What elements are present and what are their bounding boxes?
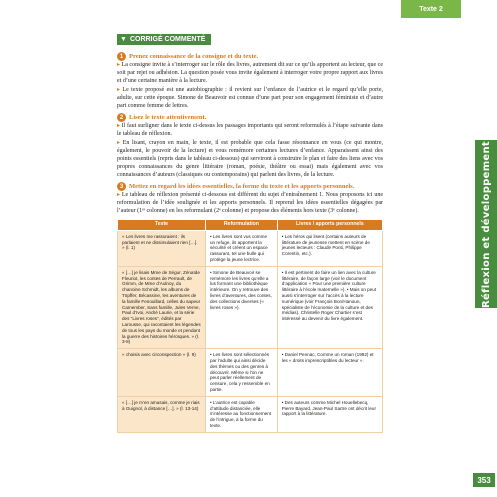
section-band bbox=[475, 140, 497, 308]
corrige-label: CORRIGÉ COMMENTÉ bbox=[129, 36, 206, 43]
table-row bbox=[118, 266, 383, 348]
paragraph: ▸ La consigne invite à s’interroger sur le rôle des livres, autrement dit sur ce qu’ils apportent au lecteur, que ce soit par rejet ou adhésion. La question posée vous invite également à interroger votre propre rapport aux livres et d’une certaine manière à la lecture. bbox=[117, 62, 383, 84]
step-3 bbox=[117, 182, 383, 215]
step-title-text: Lisez le texte attentivement. bbox=[129, 114, 207, 121]
column-header: Livres / apports personnels bbox=[277, 220, 382, 231]
table-header-row bbox=[118, 220, 383, 231]
paragraph: ▸ En lisant, crayon en main, le texte, il est probable que cela fasse résonnance en vous (ce qui montre, également, le pouvoir de la lecture) et vous remémore certaines lectures d’enfance. Apparaissent ainsi des points essentiels (repris dans le tableau ci-dessous) qui serviront à construire le plan et faire des liens avec vos propres connaissances du genre littéraire (roman, poésie, théâtre ou essai) mais également avec vos connaissances d’auteurs (classiques ou contemporains) qui parlent des livres, de la lecture. bbox=[117, 140, 383, 178]
step-title bbox=[117, 113, 383, 122]
table-row bbox=[118, 349, 383, 397]
column-header: Reformulation bbox=[206, 220, 278, 231]
table-cell-reformulation: • Les livres sont vus comme un refuge, ils apportent la sécurité et créent un espace rassurant, tel une bulle qui protège la jeune lectrice. bbox=[206, 230, 278, 266]
step-number: 1 bbox=[117, 52, 126, 61]
paragraph: ▸ Le tableau de réflexion présenté ci-dessous est différent du sujet d’entraînement 1. Nous proposons ici une reformulation de l’idée soulignée et les apports personnels. Il reprend les idées essentielles dégagées par l’auteur (1ʳᵉ colonne) en les reformulant (2ᵉ colonne) et propose des éléments hors texte (3ᵉ colonne). bbox=[117, 192, 384, 214]
main-content bbox=[117, 28, 383, 433]
chevron-down-icon: ▼ bbox=[120, 36, 127, 43]
table-cell-quote: « […] je lisais Mme de Ségur, Zénaïde Fleuriot, les contes de Perrault, de Grimm, de Mme d’Aulnoy, du chanoine Schmidt, les albums de Töpffer, Bécassine, les aventures de la famille Fenouillard, celles du sapeur Camember, Sans famille, Jules Verne, Paul d’Ivoi, André Laurie, et la série des "Livres roses", édités par Larousse, qui racontaient les légendes de tous les pays du monde et pendant la guerre des histoires héroïques. » (l. 3-8) bbox=[118, 266, 206, 348]
table-cell-quote: « Les livres me rassuraient : ils parlaient et ne dissimulaient rien […]. » (l. 1) bbox=[118, 230, 206, 266]
step-number: 3 bbox=[117, 182, 126, 191]
triangle-bullet-icon: ▸ bbox=[117, 62, 122, 68]
table-cell-personal: • Il est pertinent de faire un lien avec la culture littéraire, de façon large (voir le document d’application « Pour une première culture littéraire à l’école maternelle »). • Mais on peut aussi s’interroger sur l’accès à la lecture numérique (voir François Bon/Hanoun, spécialiste de l’économie de la culture et des médias). Christelle Roger Chartier s’est intéressé au devenir du livre également. bbox=[277, 266, 382, 348]
step-title bbox=[117, 52, 383, 61]
page-number: 353 bbox=[473, 473, 495, 487]
step-1 bbox=[117, 52, 383, 110]
table-cell-personal: • Daniel Pennac, Comme un roman (1992) et les « droits imprescriptibles du lecteur ». bbox=[277, 349, 382, 397]
table-cell-personal: • Les héros qui lisent (certains auteurs de littérature de jeunesse mettent en scène de jeunes lecteurs : Claude Ponti, Philippe Corentin, etc.). bbox=[277, 230, 382, 266]
paragraph: ▸ Le texte proposé est une autobiographie : il revient sur l’enfance de l’autrice et le regard qu’elle porte, adulte, sur cette époque. Simone de Beauvoir est connue d’une part pour son engagement féministe et d’autre part comme femme de lettres. bbox=[117, 87, 383, 109]
table-row bbox=[118, 396, 383, 432]
triangle-bullet-icon: ▸ bbox=[117, 123, 122, 129]
triangle-bullet-icon: ▸ bbox=[117, 87, 123, 93]
table-cell-quote: « choisis avec circonspection » (l. 9) bbox=[118, 349, 206, 397]
table-row bbox=[118, 230, 383, 266]
table-cell-quote: « […] je m’en amusais, comme je riais à Guignol, à distance […]. » (l. 13-14) bbox=[118, 396, 206, 432]
triangle-bullet-icon: ▸ bbox=[117, 192, 122, 198]
paragraph: ▸ Il faut surligner dans le texte ci-dessus les passages importants qui seront reformulés à l’étape suivante dans le tableau de réflexion. bbox=[117, 123, 383, 137]
step-title-text: Prenez connaissance de la consigne et du texte. bbox=[129, 53, 259, 60]
step-number: 2 bbox=[117, 113, 126, 122]
step-title-text: Mettez en regard les idées essentielles, la forme du texte et les apports personnels. bbox=[129, 183, 355, 190]
corrige-badge bbox=[117, 34, 211, 45]
triangle-bullet-icon: ▸ bbox=[117, 140, 123, 146]
table-cell-personal: • Des auteurs comme Michel Houellebecq, Pierre Bayard, Jean-Paul Sartre ont décrit leur rapport à la littérature. bbox=[277, 396, 382, 432]
table-cell-reformulation: • Simone de Beauvoir se remémore les livres qu’elle a lus formant une bibliothèque intérieure. On y retrouve des livres d’aventures, des contes, des collections diverses (« livres roses »). bbox=[206, 266, 278, 348]
reflection-table bbox=[117, 219, 383, 433]
section-band-label: Réflexion et développement bbox=[480, 140, 492, 308]
step-title bbox=[117, 182, 383, 191]
text-tab: Texte 2 bbox=[401, 0, 461, 18]
step-2 bbox=[117, 113, 383, 179]
table-cell-reformulation: • L’autrice est capable d’attitude distanciée, elle s’intéresse au fonctionnement de l’intrigue, à la forme du texte. bbox=[206, 396, 278, 432]
column-header: Texte bbox=[118, 220, 206, 231]
table-cell-reformulation: • Les livres sont sélectionnés par l’adulte qui ainsi décide des thèmes ou des genres à découvrir. Même si l’on ne peut parler réellement de censure, cela y ressemble en partie. bbox=[206, 349, 278, 397]
